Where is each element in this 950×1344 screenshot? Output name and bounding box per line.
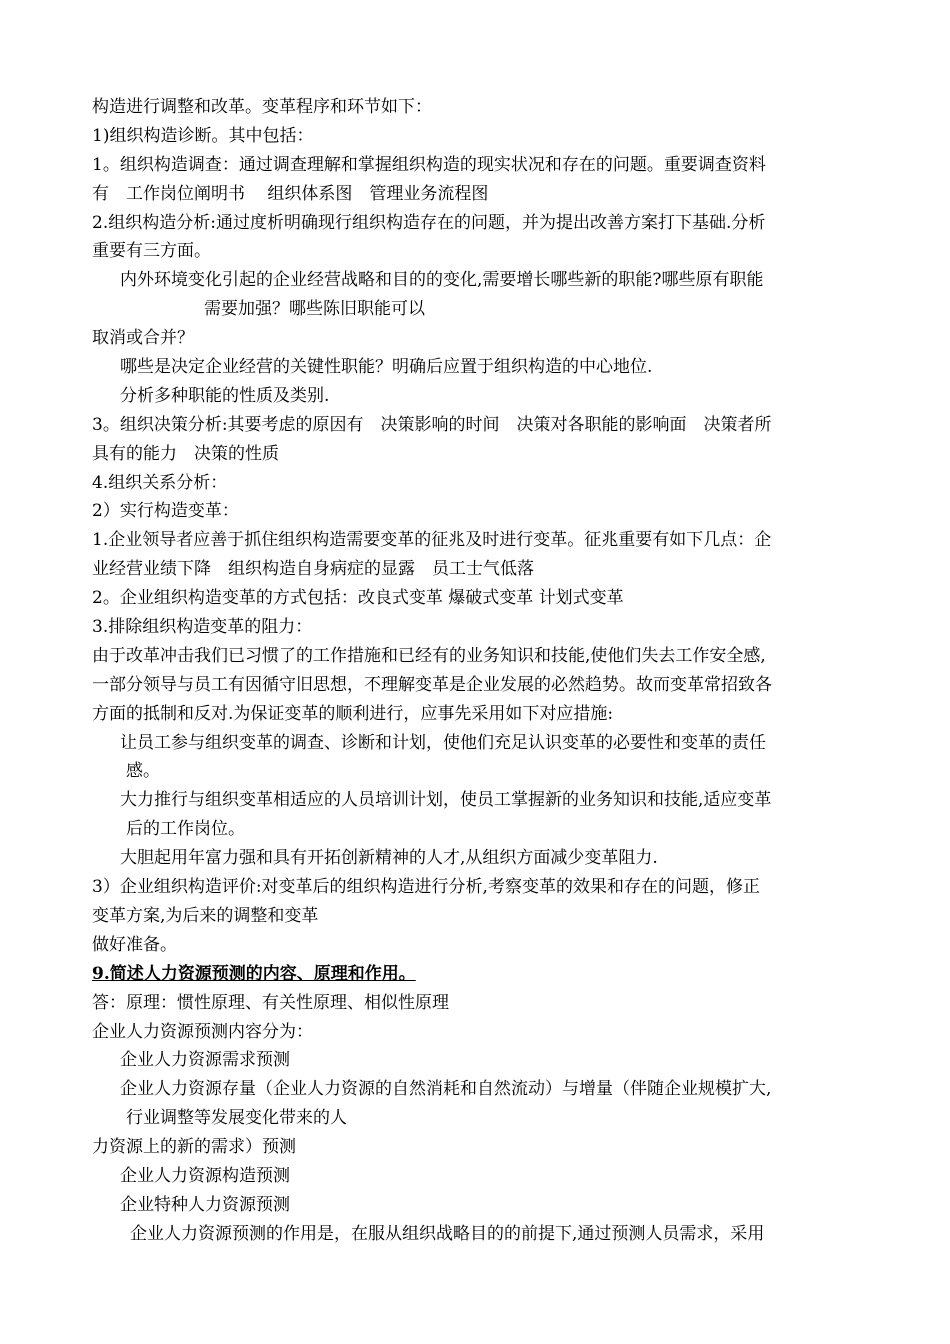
text-line: 4.组织关系分析： <box>92 472 228 493</box>
text-line: 2。企业组织构造变革的方式包括：改良式变革 爆破式变革 计划式变革 <box>92 588 624 609</box>
list-item: 大胆起用年富力强和具有开拓创新精神的人才,从组织方面减少变革阻力. <box>120 848 658 869</box>
text-line: 3.排除组织构造变革的阻力： <box>92 617 313 638</box>
list-item: 企业特种人力资源预测 <box>120 1194 290 1215</box>
text-line: 重要有三方面。 <box>92 241 211 262</box>
text-line: 一部分领导与员工有因循守旧思想，不理解变革是企业发展的必然趋势。故而变革常招致各 <box>92 674 772 695</box>
text-line: 变革方案,为后来的调整和变革 <box>92 905 319 926</box>
text-line: 有 工作岗位阐明书 组织体系图 管理业务流程图 <box>92 183 489 204</box>
answer-line: 答：原理：惯性原理、有关性原理、相似性原理 <box>92 992 449 1013</box>
text-line: 由于改革冲击我们已习惯了的工作措施和已经有的业务知识和技能,使他们失去工作安全感, <box>92 645 766 666</box>
section-heading: 1)组织构造诊断。其中包括： <box>92 125 314 146</box>
section-heading: 2）实行构造变革： <box>92 501 239 522</box>
text-line: 做好准备。 <box>92 934 177 955</box>
list-item-continuation: 行业调整等发展变化带来的人 <box>126 1108 347 1129</box>
text-line: 1。组织构造调查：通过调查理解和掌握组织构造的现实状况和存在的问题。重要调查资料 <box>92 154 766 175</box>
text-line: 企业人力资源预测内容分为： <box>92 1021 313 1042</box>
text-line: 方面的抵制和反对.为保证变革的顺利进行，应事先采用如下对应措施: <box>92 703 614 724</box>
text-line: 取消或合并？ <box>92 328 194 349</box>
text-line: 力资源上的新的需求）预测 <box>92 1137 296 1158</box>
question-heading: 9.简述人力资源预测的内容、原理和作用。 <box>92 963 416 984</box>
list-item: 企业人力资源需求预测 <box>120 1050 290 1071</box>
text-line: 2.组织构造分析:通过度析明确现行组织构造存在的问题，并为提出改善方案打下基础.分析 <box>92 212 766 233</box>
list-item-continuation: 感。 <box>126 761 160 782</box>
list-item: 内外环境变化引起的企业经营战略和目的的变化,需要增长哪些新的职能?哪些原有职能 <box>120 270 764 291</box>
list-item: 分析多种职能的性质及类别. <box>120 385 330 406</box>
text-line: 业经营业绩下降 组织构造自身病症的显露 员工士气低落 <box>92 559 534 580</box>
text-line: 构造进行调整和改革。变革程序和环节如下： <box>92 97 432 117</box>
list-item: 企业人力资源存量（企业人力资源的自然消耗和自然流动）与增量（伴随企业规模扩大, <box>120 1079 772 1100</box>
list-item: 哪些是决定企业经营的关键性职能？明确后应置于组织构造的中心地位. <box>120 357 653 378</box>
list-item: 企业人力资源构造预测 <box>120 1165 290 1186</box>
document-body <box>92 93 862 1249</box>
text-line: 3。组织决策分析:其要考虑的原因有 决策影响的时间 决策对各职能的影响面 决策者所 <box>92 414 772 435</box>
text-line: 具有的能力 决策的性质 <box>92 443 279 464</box>
section-heading: 3）企业组织构造评价:对变革后的组织构造进行分析,考察变革的效果和存在的问题，修正 <box>92 877 760 898</box>
paragraph-first-line: 企业人力资源预测的作用是，在服从组织战略目的的前提下,通过预测人员需求，采用 <box>130 1223 765 1244</box>
list-item: 大力推行与组织变革相适应的人员培训计划，使员工掌握新的业务知识和技能,适应变革 <box>120 790 772 811</box>
list-item: 让员工参与组织变革的调查、诊断和计划，使他们充足认识变革的必要性和变革的责任 <box>120 732 766 753</box>
text-line: 1.企业领导者应善于抓住组织构造需要变革的征兆及时进行变革。征兆重要有如下几点：企 <box>92 530 772 551</box>
list-item-continuation: 后的工作岗位。 <box>126 819 245 840</box>
list-item-continuation: 需要加强？哪些陈旧职能可以 <box>204 299 425 320</box>
